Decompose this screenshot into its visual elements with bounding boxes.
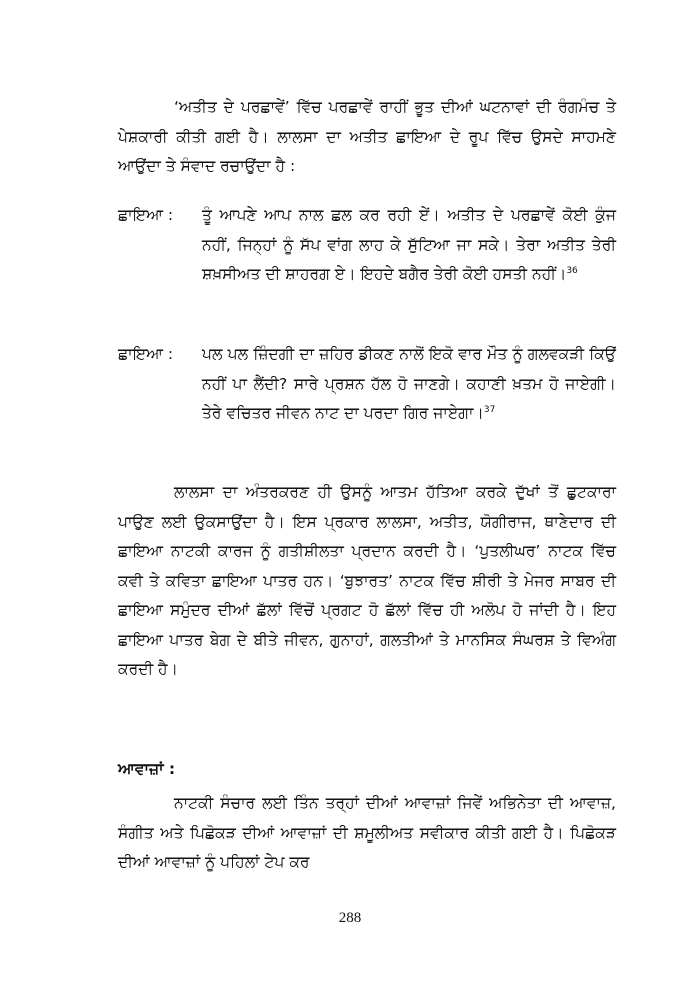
paragraph-intro-text: ‘ਅਤੀਤ ਦੇ ਪਰਛਾਵੇਂ’ ਵਿੱਚ ਪਰਛਾਵੇਂ ਰਾਹੀਂ ਭੂਤ ਦੀਆਂ ਘਟਨਾਵਾਂ ਦੀ ਰੰਗਮੰਚ ਤੇ ਪੇਸ਼ਕਾਰੀ ਕੀਤੀ ਗਈ ਹੈ। ਲਾਲਸਾ ਦਾ ਅਤੀਤ ਛਾਇਆ ਦੇ ਰੂਪ ਵਿੱਚ ਉਸਦੇ ਸਾਹਮਣੇ ਆਉਂਦਾ ਤੇ ਸੰਵਾਦ ਰਚਾਉਂਦਾ ਹੈ : [118, 98, 616, 175]
paragraph-intro [118, 93, 616, 182]
dialogue-text: ਤੂੰ ਆਪਣੇ ਆਪ ਨਾਲ ਛਲ ਕਰ ਰਹੀ ਏਂ। ਅਤੀਤ ਦੇ ਪਰਛਾਵੇਂ ਕੋਈ ਕੁੰਜ ਨਹੀਂ, ਜਿਨ੍ਹਾਂ ਨੂੰ ਸੱਪ ਵਾਂਗ ਲਾਹ ਕੇ ਸੁੱਟਿਆ ਜਾ ਸਕੇ। ਤੇਰਾ ਅਤੀਤ ਤੇਰੀ ਸ਼ਖ਼ਸੀਅਤ ਦੀ ਸ਼ਾਹਰਗ ਏ। ਇਹਦੇ ਬਗੈਰ ਤੇਰੀ ਕੋਈ ਹਸਤੀ ਨਹੀਂ। [202, 206, 616, 283]
dialogue-speech [202, 340, 616, 429]
page-number: 288 [338, 910, 362, 926]
footnote-marker: 37 [483, 404, 496, 415]
paragraph-sounds [118, 789, 616, 878]
dialogue-speech [202, 201, 616, 290]
footnote-marker: 36 [566, 265, 578, 276]
section-heading: ਆਵਾਜ਼ਾਂ : [118, 760, 176, 778]
dialogue-text: ਪਲ ਪਲ ਜ਼ਿੰਦਗੀ ਦਾ ਜ਼ਹਿਰ ਡੀਕਣ ਨਾਲੋਂ ਇਕੋ ਵਾਰ ਮੌਤ ਨੂੰ ਗਲਵਕੜੀ ਕਿਉਂ ਨਹੀਂ ਪਾ ਲੈਂਦੀ? ਸਾਰੇ ਪ੍ਰਸ਼ਨ ਹੱਲ ਹੋ ਜਾਣਗੇ। ਕਹਾਣੀ ਖ਼ਤਮ ਹੋ ਜਾਏਗੀ। ਤੇਰੇ ਵਚਿਤਰ ਜੀਵਨ ਨਾਟ ਦਾ ਪਰਦਾ ਗਿਰ ਜਾਏਗਾ। [202, 345, 616, 422]
dialogue-speaker: ਛਾਇਆ : [118, 206, 174, 224]
dialogue-block-2 [118, 340, 616, 429]
paragraph-sounds-text: ਨਾਟਕੀ ਸੰਚਾਰ ਲਈ ਤਿੰਨ ਤਰ੍ਹਾਂ ਦੀਆਂ ਆਵਾਜ਼ਾਂ ਜਿਵੇਂ ਅਭਿਨੇਤਾ ਦੀ ਆਵਾਜ਼, ਸੰਗੀਤ ਅਤੇ ਪਿਛੋਕੜ ਦੀਆਂ ਆਵਾਜ਼ਾਂ ਦੀ ਸ਼ਮੂਲੀਅਤ ਸਵੀਕਾਰ ਕੀਤੀ ਗਈ ਹੈ। ਪਿਛੋਕੜ ਦੀਆਂ ਆਵਾਜ਼ਾਂ ਨੂੰ ਪਹਿਲਾਂ ਟੇਪ ਕਰ [118, 794, 616, 871]
paragraph-analysis-text: ਲਾਲਸਾ ਦਾ ਅੰਤਰਕਰਣ ਹੀ ਉਸਨੂੰ ਆਤਮ ਹੱਤਿਆ ਕਰਕੇ ਦੁੱਖਾਂ ਤੋਂ ਛੁਟਕਾਰਾ ਪਾਉਣ ਲਈ ਉਕਸਾਉਂਦਾ ਹੈ। ਇਸ ਪ੍ਰਕਾਰ ਲਾਲਸਾ, ਅਤੀਤ, ਯੋਗੀਰਾਜ, ਥਾਣੇਦਾਰ ਦੀ ਛਾਇਆ ਨਾਟਕੀ ਕਾਰਜ ਨੂੰ ਗਤੀਸ਼ੀਲਤਾ ਪ੍ਰਦਾਨ ਕਰਦੀ ਹੈ। ‘ਪੁਤਲੀਘਰ’ ਨਾਟਕ ਵਿੱਚ ਕਵੀ ਤੇ ਕਵਿਤਾ ਛਾਇਆ ਪਾਤਰ ਹਨ। ‘ਬੁਝਾਰਤ’ ਨਾਟਕ ਵਿੱਚ ਸ਼ੀਰੀ ਤੇ ਮੇਜਰ ਸਾਬਰ ਦੀ ਛਾਇਆ ਸਮੁੰਦਰ ਦੀਆਂ ਛੱਲਾਂ ਵਿੱਚੋਂ ਪ੍ਰਗਟ ਹੋ ਛੱਲਾਂ ਵਿੱਚ ਹੀ ਅਲੋਪ ਹੋ ਜਾਂਦੀ ਹੈ। ਇਹ ਛਾਇਆ ਪਾਤਰ ਬੇਗ ਦੇ ਬੀਤੇ ਜੀਵਨ, ਗੁਨਾਹਾਂ, ਗਲਤੀਆਂ ਤੇ ਮਾਨਸਿਕ ਸੰਘਰਸ਼ ਤੇ ਵਿਅੰਗ ਕਰਦੀ ਹੈ। [118, 483, 616, 678]
dialogue-speaker: ਛਾਇਆ : [118, 345, 174, 363]
paragraph-analysis [118, 478, 616, 685]
dialogue-block-1 [118, 201, 616, 290]
